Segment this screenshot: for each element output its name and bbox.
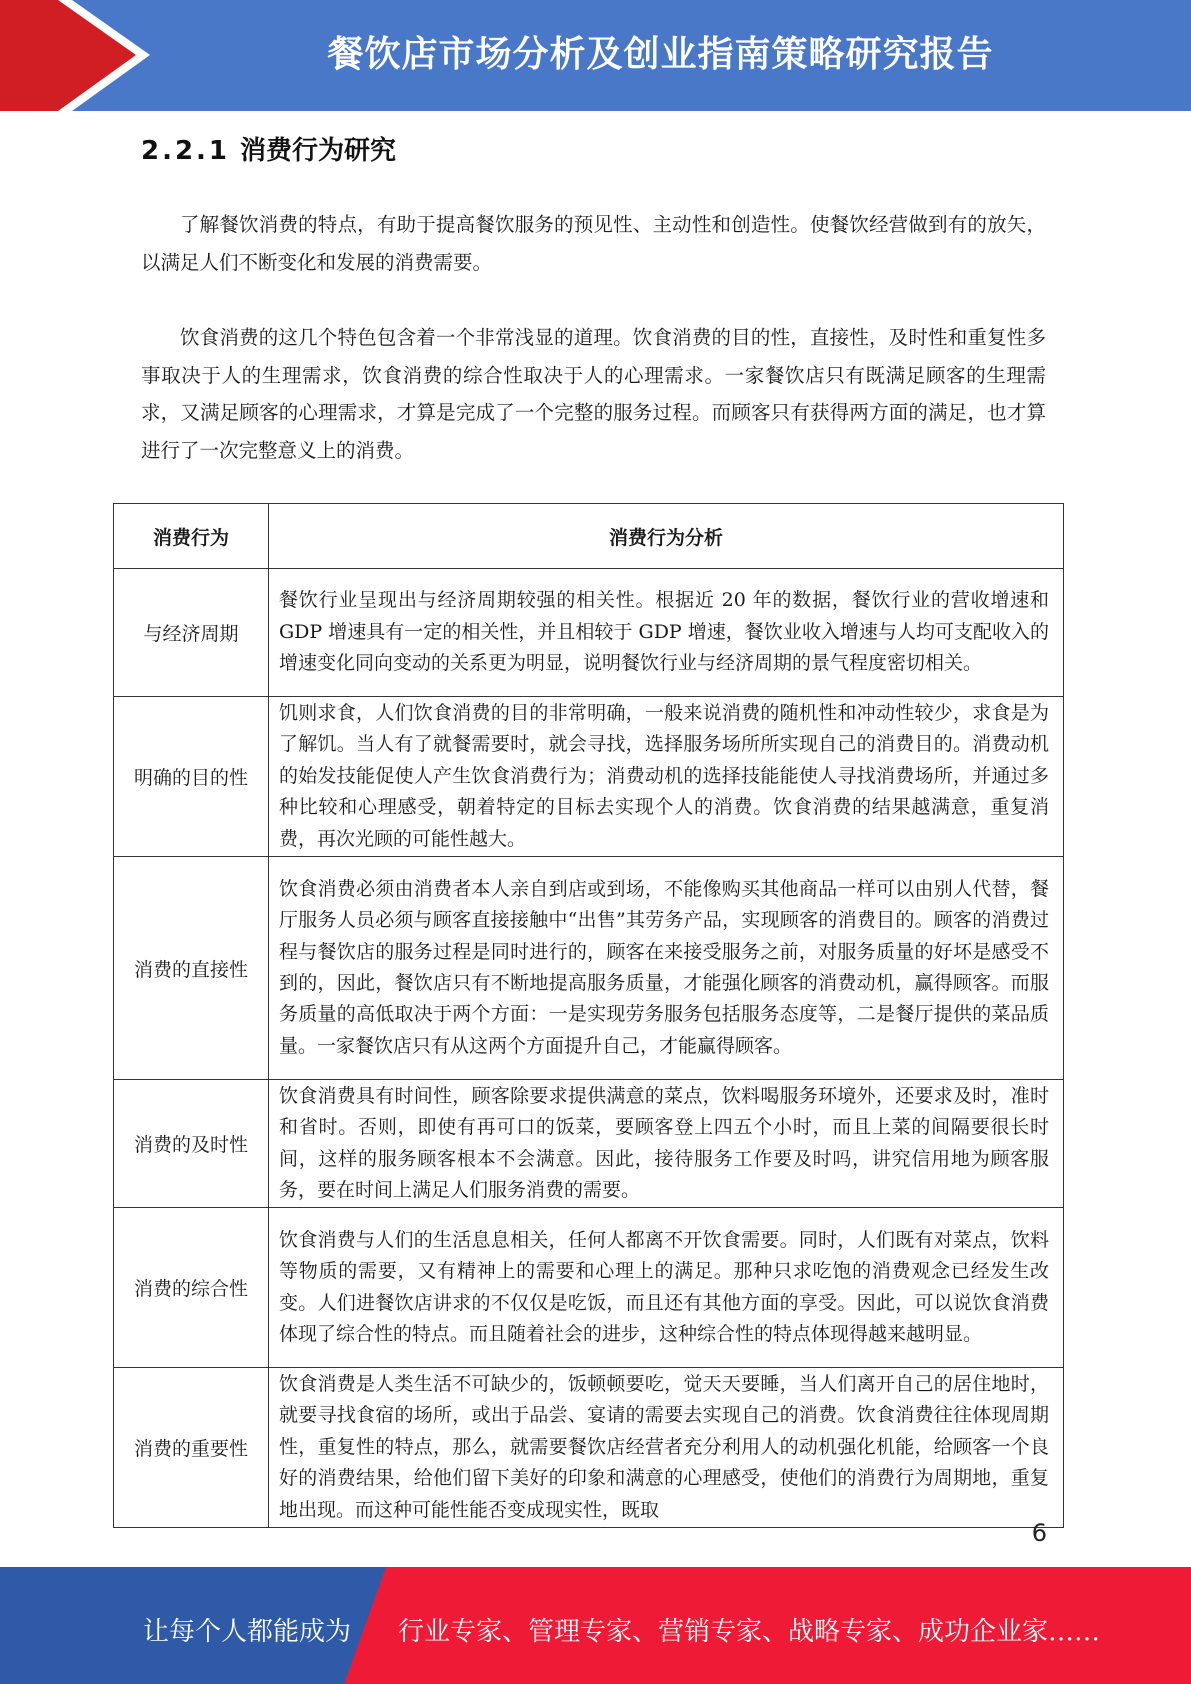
analysis-cell: 餐饮行业呈现出与经济周期较强的相关性。根据近 20 年的数据，餐饮行业的营收增速和 GDP 增速具有一定的相关性，并且相较于 GDP 增速，餐饮业收入增速与人均可支配收入的增速变化同向变动的关系更为明显，说明餐饮行业与经济周期的景气程度密切相关。	[269, 569, 1064, 697]
behavior-cell: 消费的及时性	[114, 1080, 269, 1208]
body-paragraph: 饮食消费的这几个特色包含着一个非常浅显的道理。饮食消费的目的性，直接性，及时性和重复性多事取决于人的生理需求，饮食消费的综合性取决于人的心理需求。一家餐饮店只有既满足顾客的生理需求，又满足顾客的心理需求，才算是完成了一个完整的服务过程。而顾客只有获得两方面的满足，也才算进行了一次完整意义上的消费。	[141, 326, 1046, 462]
consumer-behavior-table	[113, 503, 1064, 1528]
analysis-cell: 饥则求食，人们饮食消费的目的非常明确，一般来说消费的随机性和冲动性较少，求食是为了解饥。当人有了就餐需要时，就会寻找，选择服务场所所实现自己的消费目的。消费动机的始发技能促使人产生饮食消费行为；消费动机的选择技能能使人寻找消费场所，并通过多种比较和心理感受，朝着特定的目标去实现个人的消费。饮食消费的结果越满意，重复消费，再次光顾的可能性越大。	[269, 697, 1064, 857]
section-title: 消费行为研究	[240, 136, 397, 166]
table-row	[114, 1208, 1064, 1368]
table-row	[114, 1080, 1064, 1208]
behavior-cell: 消费的直接性	[114, 857, 269, 1080]
behavior-cell: 明确的目的性	[114, 697, 269, 857]
section-number: 2.2.1	[141, 136, 231, 166]
behavior-cell: 消费的重要性	[114, 1368, 269, 1528]
analysis-cell: 饮食消费是人类生活不可缺少的，饭顿顿要吃，觉天天要睡，当人们离开自己的居住地时，就要寻找食宿的场所，或出于品尝、宴请的需要去实现自己的消费。饮食消费往往体现周期性，重复性的特点，那么，就需要餐饮店经营者充分利用人的动机强化机能，给顾客一个良好的消费结果，给他们留下美好的印象和满意的心理感受，使他们的消费行为周期地，重复地出现。而这种可能性能否变成现实性，既取	[269, 1368, 1064, 1528]
table-row	[114, 697, 1064, 857]
column-header-behavior: 消费行为	[114, 504, 269, 569]
analysis-cell: 饮食消费必须由消费者本人亲自到店或到场，不能像购买其他商品一样可以由别人代替，餐厅服务人员必须与顾客直接接触中“出售”其劳务产品，实现顾客的消费目的。顾客的消费过程与餐饮店的服务过程是同时进行的，顾客在来接受服务之前，对服务质量的好坏是感受不到的，因此，餐饮店只有不断地提高服务质量，才能强化顾客的消费动机，赢得顾客。而服务质量的高低取决于两个方面：一是实现劳务服务包括服务态度等，二是餐厅提供的菜品质量。一家餐饮店只有从这两个方面提升自己，才能赢得顾客。	[269, 857, 1064, 1080]
table-row	[114, 857, 1064, 1080]
intro-paragraph: 了解餐饮消费的特点，有助于提高餐饮服务的预见性、主动性和创造性。使餐饮经营做到有的放矢，以满足人们不断变化和发展的消费需要。	[141, 213, 1046, 274]
analysis-cell: 饮食消费具有时间性，顾客除要求提供满意的菜点，饮料喝服务环境外，还要求及时，准时和省时。否则，即使有再可口的饭菜，要顾客登上四五个小时，而且上菜的间隔要很长时间，这样的服务顾客根本不会满意。因此，接待服务工作要及时吗，讲究信用地为顾客服务，要在时间上满足人们服务消费的需要。	[269, 1080, 1064, 1208]
column-header-analysis: 消费行为分析	[269, 504, 1064, 569]
behavior-cell: 与经济周期	[114, 569, 269, 697]
page-number: 6	[1031, 1519, 1047, 1547]
table-row	[114, 569, 1064, 697]
behavior-cell: 消费的综合性	[114, 1208, 269, 1368]
footer-slogan-right: 行业专家、管理专家、营销专家、战略专家、成功企业家……	[398, 1617, 1101, 1647]
footer-slogan-left: 让每个人都能成为	[143, 1617, 352, 1647]
page-header-band	[0, 0, 1191, 111]
section-heading	[141, 130, 396, 167]
report-title: 餐饮店市场分析及创业指南策略研究报告	[327, 34, 994, 75]
table-row	[114, 1368, 1064, 1528]
page-footer-band	[0, 1567, 1191, 1684]
analysis-cell: 饮食消费与人们的生活息息相关，任何人都离不开饮食需要。同时，人们既有对菜点，饮料等物质的需要，又有精神上的需要和心理上的满足。那种只求吃饱的消费观念已经发生改变。人们进餐饮店讲求的不仅仅是吃饭，而且还有其他方面的享受。因此，可以说饮食消费体现了综合性的特点。而且随着社会的进步，这种综合性的特点体现得越来越明显。	[269, 1208, 1064, 1368]
header-red-arrow	[0, 0, 146, 111]
table-header-row	[114, 504, 1064, 569]
